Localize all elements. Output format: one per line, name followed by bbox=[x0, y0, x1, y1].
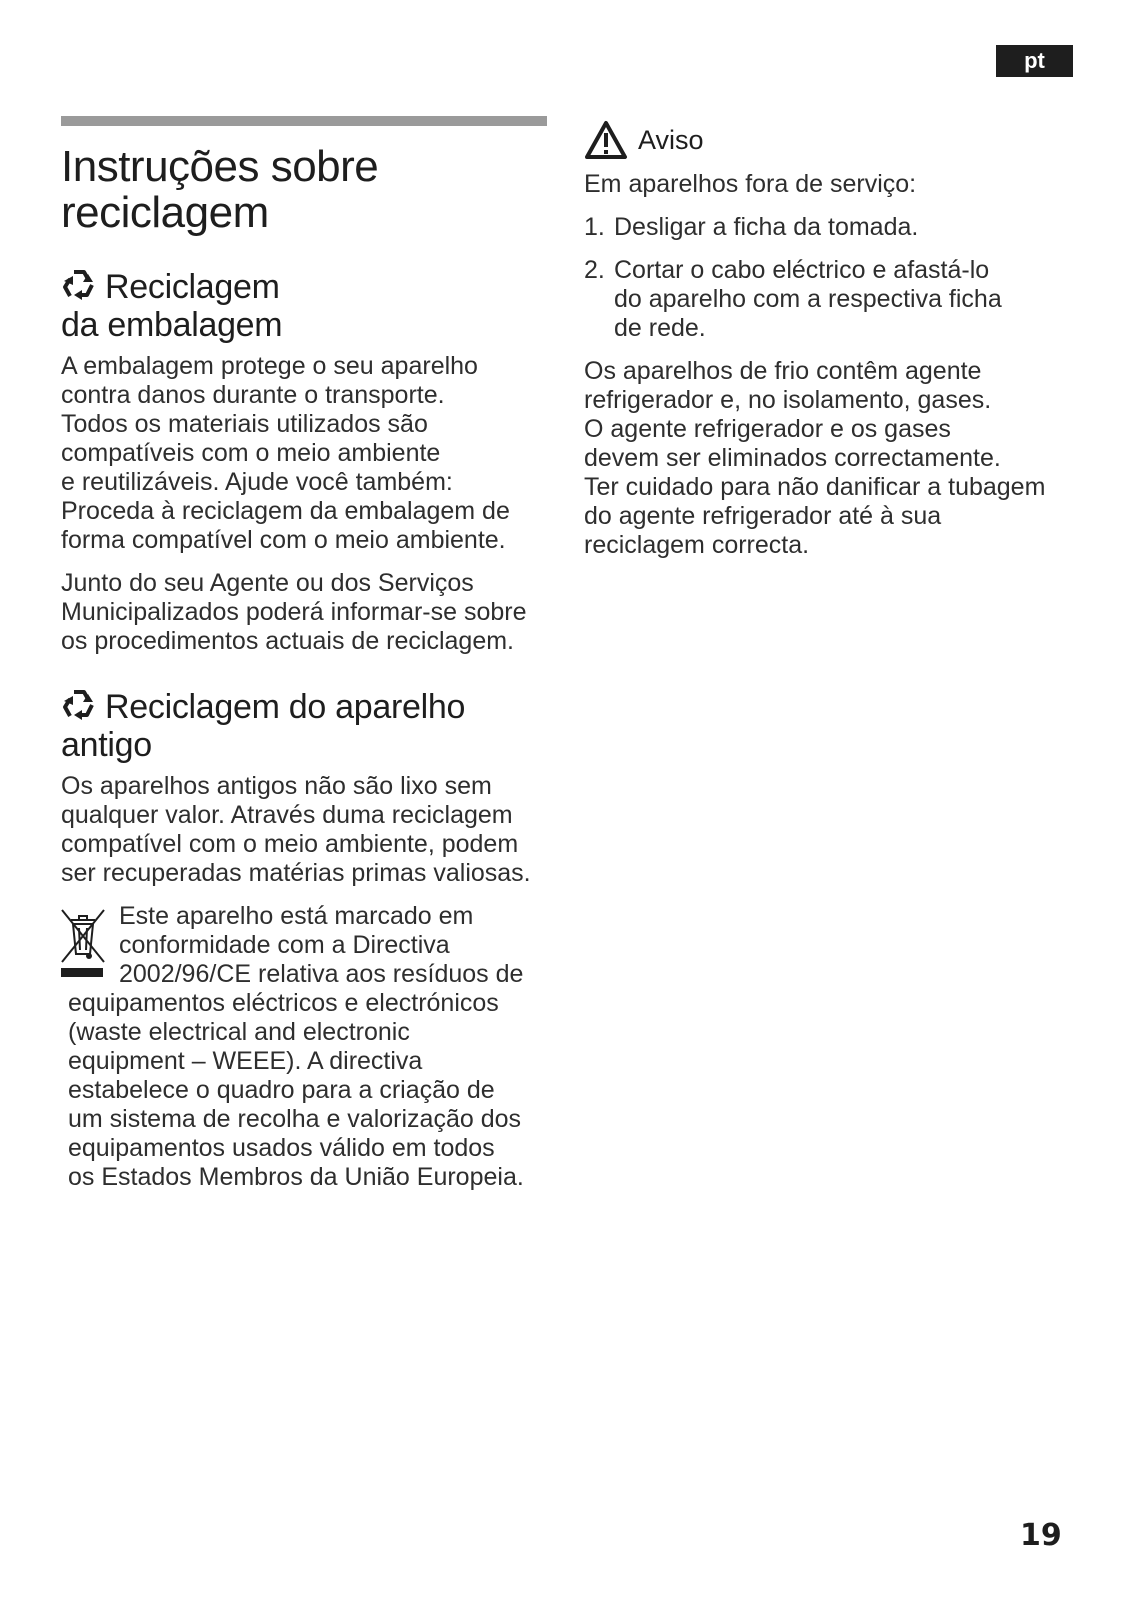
text-line: equipment – WEEE). A directiva bbox=[68, 1047, 423, 1075]
text-line: Os aparelhos antigos não são lixo sem bbox=[61, 772, 492, 800]
warning-label: Aviso bbox=[638, 124, 704, 155]
warning-header bbox=[584, 116, 1084, 164]
text-line: Junto do seu Agente ou dos Serviços bbox=[61, 569, 474, 597]
text-line: do agente refrigerador até à sua bbox=[584, 502, 942, 530]
page-number: 19 bbox=[1020, 1518, 1062, 1553]
text-line: conformidade com a Directiva bbox=[119, 931, 450, 959]
text-line: equipamentos eléctricos e electrónicos bbox=[68, 989, 499, 1017]
text-line: qualquer valor. Através duma reciclagem bbox=[61, 801, 513, 829]
warning-steps bbox=[584, 213, 1084, 343]
packaging-title-line1: Reciclagem bbox=[105, 268, 280, 306]
text-line: (waste electrical and electronic bbox=[68, 1018, 410, 1046]
text-line: os Estados Membros da União Europeia. bbox=[68, 1163, 524, 1191]
text-line: e reutilizáveis. Ajude você também: bbox=[61, 468, 453, 496]
packaging-section-title bbox=[61, 268, 553, 344]
old-appliance-paragraph-1 bbox=[61, 772, 553, 888]
text-line: Ter cuidado para não danificar a tubagem bbox=[584, 473, 1046, 501]
text-line: ser recuperadas matérias primas valiosas. bbox=[61, 859, 531, 887]
text-line: do aparelho com a respectiva ficha bbox=[614, 285, 1002, 313]
recycle-icon bbox=[61, 268, 97, 302]
recycle-icon bbox=[61, 688, 97, 722]
right-column bbox=[584, 116, 1084, 560]
packaging-paragraph-1 bbox=[61, 352, 553, 555]
text-line: contra danos durante o transporte. bbox=[61, 381, 445, 409]
old-appliance-title-line1: Reciclagem do aparelho bbox=[105, 688, 466, 726]
text-line: reciclagem correcta. bbox=[584, 531, 810, 559]
text-line: Todos os materiais utilizados são bbox=[61, 410, 428, 438]
text-line: devem ser eliminados correctamente. bbox=[584, 444, 1001, 472]
old-appliance-section-title bbox=[61, 688, 553, 764]
list-item bbox=[584, 213, 1084, 242]
page-title bbox=[61, 144, 553, 236]
text-line: os procedimentos actuais de reciclagem. bbox=[61, 627, 515, 655]
text-line: um sistema de recolha e valorização dos bbox=[68, 1105, 522, 1133]
text-line: equipamentos usados válido em todos bbox=[68, 1134, 495, 1162]
text-line: estabelece o quadro para a criação de bbox=[68, 1076, 495, 1104]
text-line: Cortar o cabo eléctrico e afastá-lo bbox=[614, 256, 990, 284]
left-column bbox=[61, 116, 553, 1192]
page-title-line: Instruções sobre bbox=[61, 142, 379, 191]
list-number: 2. bbox=[584, 256, 605, 284]
list-item bbox=[584, 256, 1084, 343]
text-line: O agente refrigerador e os gases bbox=[584, 415, 951, 443]
language-badge: pt bbox=[996, 45, 1073, 77]
section-rule bbox=[61, 116, 547, 126]
page-title-line: reciclagem bbox=[61, 188, 269, 237]
text-line: forma compatível com o meio ambiente. bbox=[61, 526, 506, 554]
text-line: Desligar a ficha da tomada. bbox=[614, 213, 919, 241]
list-number: 1. bbox=[584, 213, 605, 241]
text-line: compatíveis com o meio ambiente bbox=[61, 439, 441, 467]
text-line: Municipalizados poderá informar-se sobre bbox=[61, 598, 527, 626]
warning-intro: Em aparelhos fora de serviço: bbox=[584, 170, 917, 198]
text-line: 2002/96/CE relativa aos resíduos de bbox=[119, 960, 524, 988]
weee-indented-text bbox=[61, 902, 553, 989]
text-line: Proceda à reciclagem da embalagem de bbox=[61, 497, 510, 525]
crossed-out-bin-icon bbox=[59, 906, 107, 978]
old-appliance-title-line2: antigo bbox=[61, 726, 152, 764]
text-line: compatível com o meio ambiente, podem bbox=[61, 830, 519, 858]
weee-text bbox=[61, 989, 553, 1192]
warning-triangle-icon bbox=[584, 120, 628, 160]
packaging-paragraph-2 bbox=[61, 569, 553, 656]
weee-notice bbox=[61, 902, 553, 1192]
packaging-title-line2: da embalagem bbox=[61, 306, 283, 344]
warning-paragraph bbox=[584, 357, 1084, 560]
text-line: Os aparelhos de frio contêm agente bbox=[584, 357, 982, 385]
text-line: A embalagem protege o seu aparelho bbox=[61, 352, 478, 380]
text-line: Este aparelho está marcado em bbox=[119, 902, 474, 930]
text-line: de rede. bbox=[614, 314, 706, 342]
text-line: refrigerador e, no isolamento, gases. bbox=[584, 386, 992, 414]
